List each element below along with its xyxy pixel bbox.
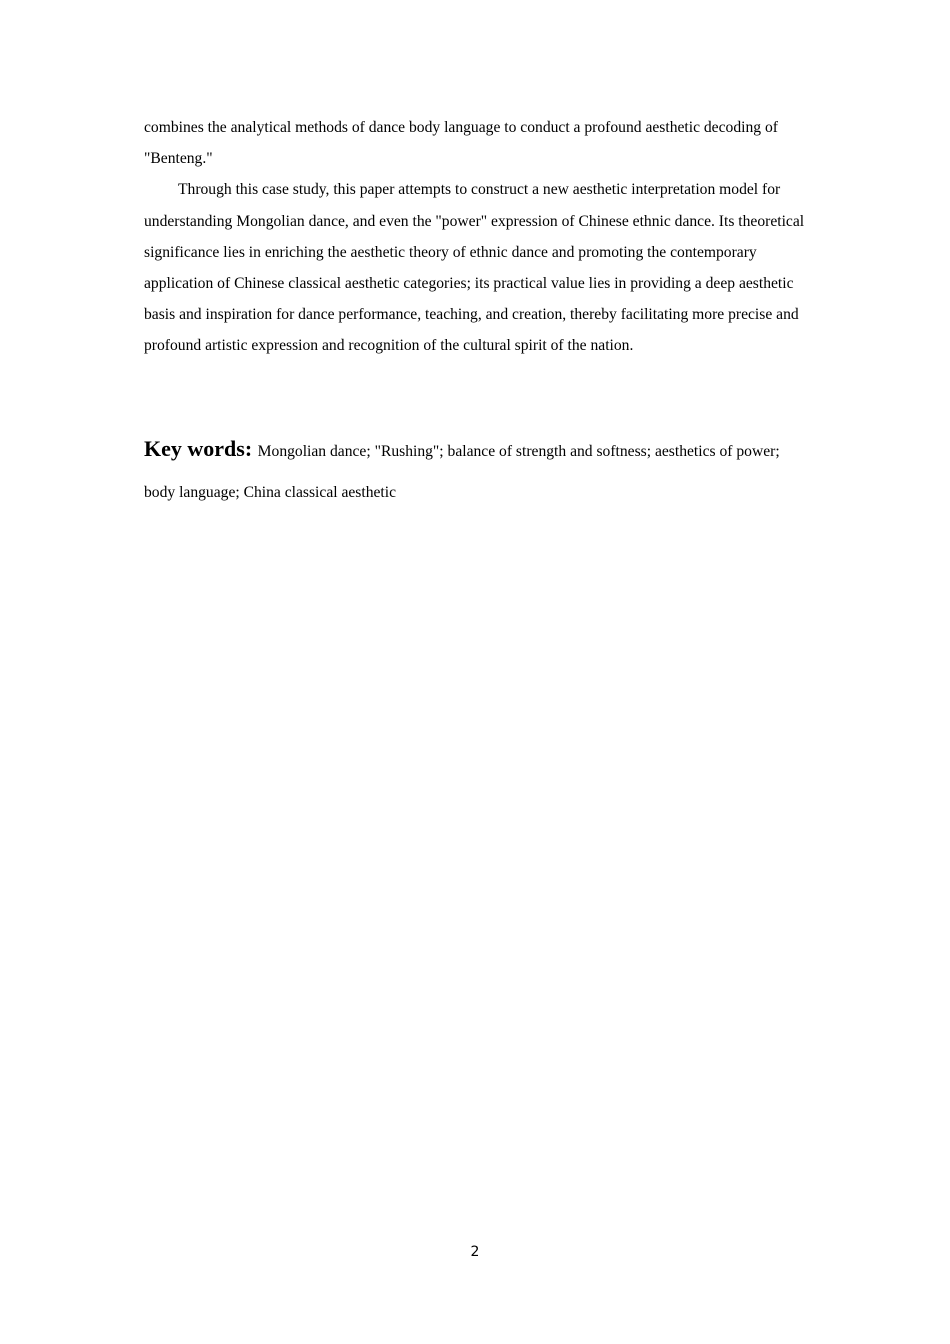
keywords-list: Mongolian dance; "Rushing"; balance of strength and softness; aesthetics of power; body language; China classical aesthetic xyxy=(144,443,780,501)
page-number: 2 xyxy=(470,1244,480,1260)
keywords-label: Key words: xyxy=(144,436,258,461)
keywords-section xyxy=(144,428,809,513)
abstract-body xyxy=(144,112,809,362)
paragraph-continuation: combines the analytical methods of dance body language to conduct a profound aesthetic decoding of "Benteng." xyxy=(144,119,778,168)
paragraph-case-study: Through this case study, this paper attempts to construct a new aesthetic interpretation model for understanding Mongolian dance, and even the "power" expression of Chinese ethnic dance. Its theoretical significance lies in enriching the aesthetic theory of ethnic dance and promoting the contemporary application of Chinese classical aesthetic categories; its practical value lies in providing a deep aesthetic basis and inspiration for dance performance, teaching, and creation, thereby facilitating more precise and profound artistic expression and recognition of the cultural spirit of the nation. xyxy=(144,181,805,355)
